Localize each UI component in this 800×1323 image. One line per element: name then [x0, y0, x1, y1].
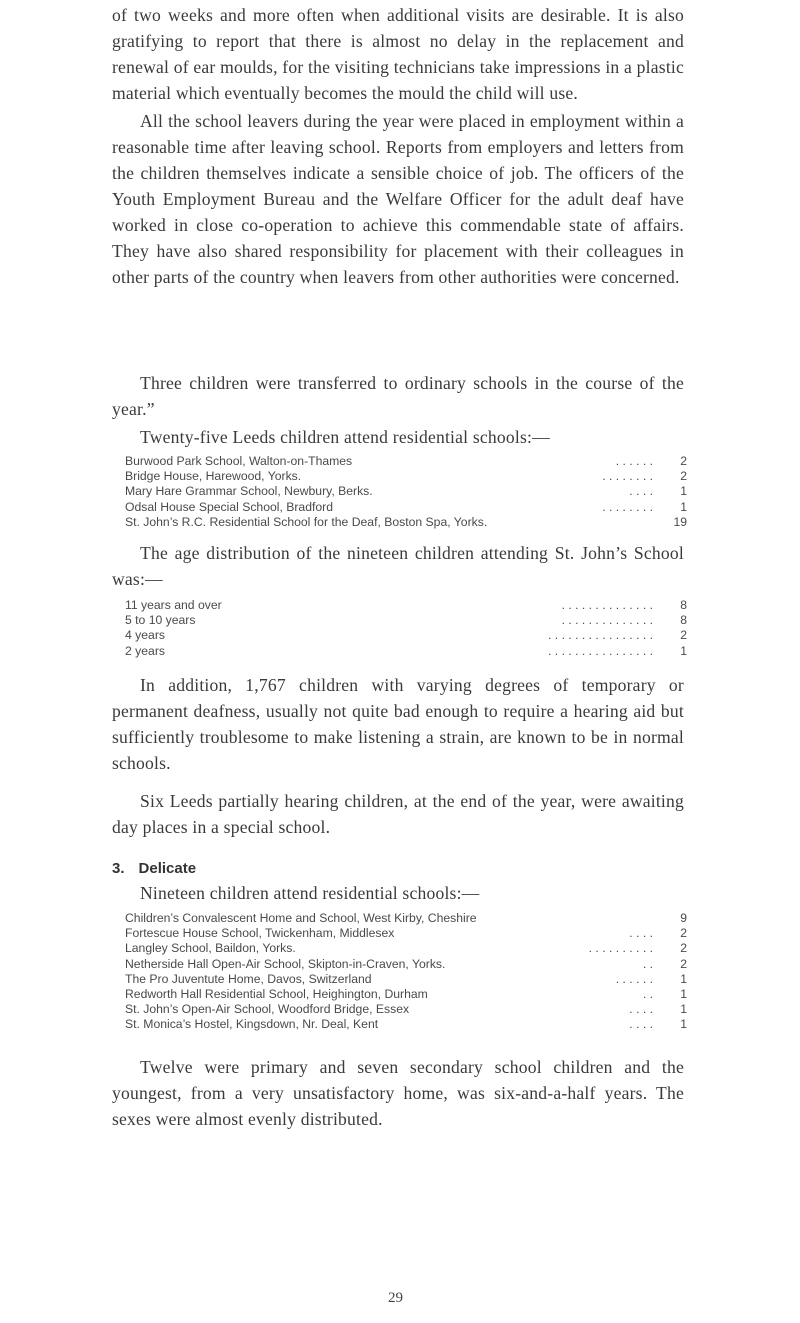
list-item: Odsal House Special School, Bradford . . . . . . . . 1 [125, 499, 687, 514]
list-item: Langley School, Baildon, Yorks. . . . . . . . . . . 2 [125, 941, 687, 956]
list-item: Children’s Convalescent Home and School, West Kirby, Cheshire 9 [125, 911, 687, 925]
paragraph-age-distribution-intro: The age distribution of the nineteen children attending St. John’s School was:— [112, 543, 684, 589]
paragraph-normal-schools: In addition, 1,767 children with varying degrees of temporary or permanent deafness, usually not quite bad enough to require a hearing aid but sufficiently troublesome to make listening a strain, are known to be in normal schools. [112, 675, 684, 773]
list-item: 4 years . . . . . . . . . . . . . . . . 2 [125, 628, 687, 643]
list-item: Fortescue House School, Twickenham, Middlesex . . . . 2 [125, 926, 687, 941]
list-item: Mary Hare Grammar School, Newbury, Berks. . . . . 1 [125, 484, 687, 499]
page-number: 29 [388, 1290, 403, 1306]
list-item: St. John’s Open-Air School, Woodford Bridge, Essex . . . . 1 [125, 1002, 687, 1017]
list-item: The Pro Juventute Home, Davos, Switzerland . . . . . . 1 [125, 971, 687, 986]
deaf-schools-list [125, 454, 687, 530]
list-item: 5 to 10 years . . . . . . . . . . . . . . 8 [125, 613, 687, 628]
list-item: St. Monica’s Hostel, Kingsdown, Nr. Deal, Kent . . . . 1 [125, 1017, 687, 1032]
paragraph-awaiting-places: Six Leeds partially hearing children, at the end of the year, were awaiting day places in a special school. [112, 791, 684, 837]
list-item: Bridge House, Harewood, Yorks. . . . . . . . . 2 [125, 469, 687, 484]
paragraph-transfers: Three children were transferred to ordinary schools in the course of the year.” [112, 373, 684, 419]
section-heading [112, 859, 196, 879]
list-item: 2 years . . . . . . . . . . . . . . . . 1 [125, 643, 687, 658]
list-item: Burwood Park School, Walton-on-Thames . . . . . . 2 [125, 454, 687, 468]
delicate-schools-list [125, 911, 687, 1033]
paragraph-school-leavers: All the school leavers during the year were placed in employment within a reasonable time after leaving school. Reports from employers and letters from the children themselves indicate a sensible choice of job. The officers of the Youth Employment Bureau and the Welfare Officer for the adult deaf have worked in close co-operation to achieve this commendable state of affairs. They have also shared responsibility for placement with their colleagues in other parts of the country when leavers from other authorities were concerned. [112, 111, 684, 287]
section-title: Delicate [138, 860, 197, 877]
list-item: Netherside Hall Open-Air School, Skipton-in-Craven, Yorks. . . 2 [125, 956, 687, 971]
list-item: Redworth Hall Residential School, Heighington, Durham . . 1 [125, 987, 687, 1002]
paragraph-delicate-intro: Nineteen children attend residential schools:— [140, 883, 480, 903]
paragraph-ear-moulds: of two weeks and more often when additional visits are desirable. It is also gratifying to report that there is almost no delay in the replacement and renewal of ear moulds, for the visiting technicians take impressions in a plastic material which eventually becomes the mould the child will use. [112, 5, 684, 103]
age-distribution-list [125, 598, 687, 659]
paragraph-residential-intro: Twenty-five Leeds children attend residential schools:— [140, 427, 550, 447]
section-number: 3. [112, 860, 125, 877]
list-item: St. John’s R.C. Residential School for the Deaf, Boston Spa, Yorks. 19 [125, 514, 687, 529]
list-item: 11 years and over . . . . . . . . . . . . . . 8 [125, 598, 687, 612]
paragraph-primary-secondary: Twelve were primary and seven secondary school children and the youngest, from a very unsatisfactory home, was six-and-a-half years. The sexes were almost evenly distributed. [112, 1057, 684, 1129]
